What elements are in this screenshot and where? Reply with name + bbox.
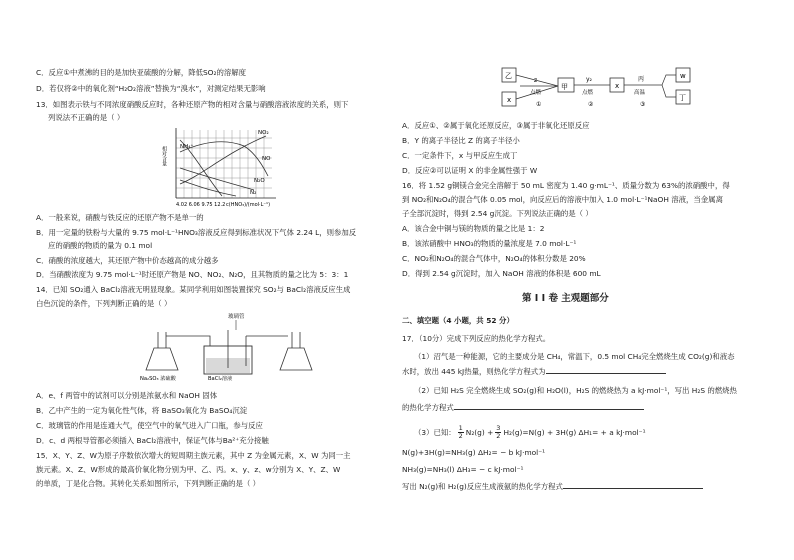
q17-part1-line2 <box>402 367 666 376</box>
q16-stem-line1: 16．将 1.52 g铜镁合金完全溶解于 50 mL 密度为 1.40 g·mL⁻¹、质量分数为 63%的浓硝酸中，得 <box>402 181 730 190</box>
fraction-three-halves <box>495 425 501 440</box>
q15-stem-line3: 的单质，丁是化合物。其转化关系如图所示，下列判断正确的是（ ） <box>36 479 261 488</box>
label-no: NO <box>262 156 271 162</box>
reagent-left-label: Na₂SO₃ 浓硫酸 <box>140 376 176 382</box>
fraction-half <box>458 425 464 440</box>
glass-tube-label: 玻璃管 <box>228 314 245 320</box>
q15-option-b: B．Y 的离子半径比 Z 的离子半径小 <box>402 136 520 145</box>
box-x1-label: x <box>507 96 512 104</box>
q14-option-d: D．c、d 两根导管都必须插入 BaCl₂溶液中，保证气体与Ba²⁺充分接触 <box>36 436 269 445</box>
box-ding-label: 丁 <box>679 94 686 102</box>
q15-option-a: A．反应①、②属于氧化还原反应，③属于非氧化还原反应 <box>402 121 590 130</box>
q12-option-d: D．若仅将②中的氧化剂“H₂O₂溶液”替换为“溴水”，对测定结果无影响 <box>36 84 266 93</box>
label-n2o: N₂O <box>254 178 265 184</box>
chart-y-label: 相对含量 <box>161 146 167 166</box>
label-n2: N₂ <box>250 190 257 196</box>
q17-part2-line1: （2）已知 H₂S 完全燃烧生成 SO₂(g)和 H₂O(l)，H₂S 的燃烧热为 a kJ·mol⁻¹，写出 H₂S 的燃烧热 <box>414 386 737 395</box>
q17-part1-line1: （1）沼气是一种能源，它的主要成分是 CH₄，常温下，0.5 mol CH₄完全燃烧生成 CO₂(g)和液态 <box>414 352 735 361</box>
circle-2: ② <box>588 101 594 108</box>
q17-heading: 17．（10分）完成下列反应的热化学方程式。 <box>402 334 551 343</box>
circle-1: ① <box>536 101 542 108</box>
q17-part3-eq3: NH₃(g)=NH₃(l) ΔH₃= − c kJ·mol⁻¹ <box>402 465 524 474</box>
q13-option-b-line2: 应的硝酸的物质的量为 0.1 mol <box>48 241 153 250</box>
answer-blank-3[interactable] <box>563 488 703 489</box>
fraction-half-den: 2 <box>458 431 463 440</box>
q16-stem-line2: 到 NO₂和N₂O₄的混合气体 0.05 mol，向反应后的溶液中加入 1.0 mol·L⁻¹NaOH 溶液，当金属离 <box>402 195 723 204</box>
series-n2o-line <box>180 168 254 190</box>
q12-option-c: C．反应①中煮沸的目的是加快亚硫酸的分解，降低SO₂的溶解度 <box>36 68 247 77</box>
label-nh4: NH₄⁺ <box>180 144 194 150</box>
box-x2-label: x <box>615 82 620 90</box>
q14-option-b: B．乙中产生的一定为氧化性气体，将 BaSO₃氧化为 BaSO₄沉淀 <box>36 406 248 415</box>
q17-part3-eq2: N(g)+3H(g)=NH₃(g) ΔH₂= − b kJ·mol⁻¹ <box>402 448 546 457</box>
q17-part3-eq1-b: H₂(g)=N(g) + 3H(g) ΔH₁= + a kJ·mol⁻¹ <box>503 427 646 437</box>
q16-option-c: C．NO₂和N₂O₄的混合气体中，N₂O₄的体积分数是 20% <box>402 254 586 263</box>
q17-part2-text: 的热化学方程式 <box>402 403 454 412</box>
arrow1-z: z <box>534 77 538 84</box>
box-jia-label: 甲 <box>561 83 568 91</box>
q14-option-a: A．e、f 两管中的试剂可以分别是浓氨水和 NaOH 固体 <box>36 391 218 400</box>
box-w-label: w <box>680 72 686 80</box>
part-title: 第 I I 卷 主观题部分 <box>522 293 609 304</box>
q14-apparatus <box>136 310 322 386</box>
q13-option-a: A．一般来说，硝酸与铁反应的还原产物不是单一的 <box>36 213 204 222</box>
q15-stem-line1: 15．X、Y、Z、W为原子序数依次增大的短周期主族元素，其中 Z 为金属元素，X、W 为同一主 <box>36 451 351 460</box>
arrow3-bing: 丙 <box>638 76 645 83</box>
fraction-half-num: 1 <box>458 423 463 432</box>
q15-stem-line2: 族元素。X、Z、W形成的最高价氧化物分别为甲、乙、丙。x、y、z、w分别为 X、Y、Z、W <box>36 465 341 474</box>
q16-option-b: B．该浓硝酸中 HNO₃的物质的量浓度是 7.0 mol·L⁻¹ <box>402 239 577 248</box>
chart-x-ticks: 4.02 6.06 9.75 12.2 <box>176 202 226 208</box>
answer-blank-1[interactable] <box>546 373 666 374</box>
q14-option-c: C．玻璃管的作用是连通大气，使空气中的氧气进入广口瓶，参与反应 <box>36 421 263 430</box>
q13-stem-line2: 列说法不正确的是（ ） <box>48 113 125 122</box>
q13-option-d: D．当硝酸浓度为 9.75 mol·L⁻¹时还原产物是 NO、NO₂、N₂O，且其物质的量之比为 5：3：1 <box>36 270 349 279</box>
q13-stem-line1: 13．如图表示铁与不同浓度硝酸反应时，各种还原产物的相对含量与硝酸溶液浓度的关系，则下 <box>36 100 349 109</box>
q15-option-c: C．一定条件下，x 与甲反应生成丁 <box>402 151 518 160</box>
q17-part1-text: 水时，放出 445 kJ热量，则热化学方程式为 <box>402 367 546 376</box>
q16-option-d: D．得到 2.54 g沉淀时，加入 NaOH 溶液的体积是 600 mL <box>402 269 601 278</box>
q15-option-d: D．反应②可以证明 X 的非金属性强于 W <box>402 166 538 175</box>
q17-part3-ask-text: 写出 N₂(g)和 H₂(g)反应生成液氨的热化学方程式 <box>402 482 563 491</box>
q14-stem-line1: 14．已知 SO₂通入 BaCl₂溶液无明显现象。某同学利用如图装置探究 SO₂与 BaCl₂溶液反应生成 <box>36 285 351 294</box>
fraction-three-num: 3 <box>496 423 501 432</box>
q16-stem-line3: 子全部沉淀时，得到 2.54 g沉淀。下列说法正确的是（ ） <box>402 209 593 218</box>
arrow2-y2: y₂ <box>586 76 592 83</box>
q17-part3-eq1 <box>414 425 646 439</box>
q13-chart <box>154 124 304 212</box>
fraction-three-den: 2 <box>496 431 501 440</box>
q17-part3-ask <box>402 482 703 491</box>
circle-3: ③ <box>640 101 646 108</box>
q13-option-b-line1: B．用一定量的铁粉与大量的 9.75 mol·L⁻¹HNO₃溶液反应得到标准状况下气体 2.24 L，则参加反 <box>36 228 357 237</box>
answer-blank-2[interactable] <box>454 409 644 410</box>
arrow1-cond: 点燃 <box>530 90 542 96</box>
section-title: 二、填空题（4 小题，共 52 分） <box>402 316 514 325</box>
arrow2-cond: 点燃 <box>582 90 594 96</box>
q17-part3-label: （3）已知： <box>414 427 456 437</box>
q16-option-a: A．该合金中铜与镁的物质的量之比是 1：2 <box>402 224 545 233</box>
reagent-mid-label: BaCl₂溶液 <box>208 376 233 382</box>
q13-option-c: C．硝酸的浓度越大，其还原产物中价态越高的成分越多 <box>36 256 219 265</box>
arrow3-cond: 高温 <box>634 90 646 96</box>
q14-stem-line2: 白色沉淀的条件，下列判断正确的是（ ） <box>36 299 172 308</box>
q17-part3-eq1-a: N₂(g) + <box>465 427 494 437</box>
flask-yi <box>280 348 312 370</box>
q15-flow-diagram <box>500 64 700 118</box>
box-yi-label: 乙 <box>505 72 512 80</box>
q17-part2-line2 <box>402 403 644 412</box>
label-no2: NO₂ <box>258 130 269 136</box>
flask-jia <box>146 348 178 370</box>
chart-x-label: c(HNO₃)/(mol·L⁻¹) <box>226 202 271 208</box>
